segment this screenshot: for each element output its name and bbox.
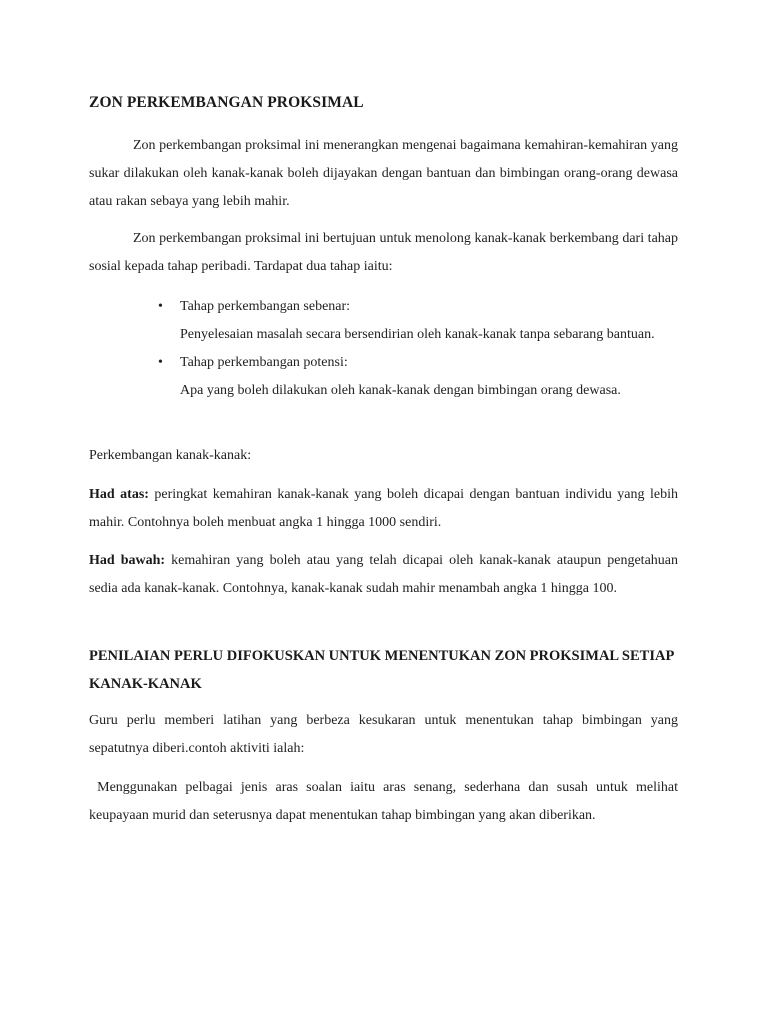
- paragraph-teacher: Guru perlu memberi latihan yang berbeza kesukaran untuk menentukan tahap bimbingan yang sepatutnya diberi.contoh aktiviti ialah:: [89, 713, 678, 756]
- list-item: [89, 293, 678, 349]
- paragraph-development: Perkembangan kanak-kanak:: [89, 448, 252, 463]
- list-item-text: Penyelesaian masalah secara bersendirian oleh kanak-kanak tanpa sebarang bantuan.: [180, 327, 655, 342]
- had-atas-label: Had atas:: [89, 487, 149, 502]
- bullet-icon: •: [158, 355, 163, 370]
- list-item: [89, 349, 678, 405]
- bullet-icon: •: [158, 299, 163, 314]
- paragraph-had-atas: [89, 481, 678, 537]
- list-item-heading: Tahap perkembangan sebenar:: [180, 299, 351, 314]
- list-item-heading: Tahap perkembangan potensi:: [180, 355, 348, 370]
- had-atas-text: peringkat kemahiran kanak-kanak yang boleh dicapai dengan bantuan individu yang lebih mahir. Contohnya boleh menbuat angka 1 hingga 1000 sendiri.: [89, 487, 678, 530]
- paragraph-had-bawah: [89, 547, 678, 603]
- section-heading: PENILAIAN PERLU DIFOKUSKAN UNTUK MENENTUKAN ZON PROKSIMAL SETIAP KANAK-KANAK: [89, 648, 674, 692]
- stage-list: [89, 293, 678, 405]
- had-bawah-label: Had bawah:: [89, 553, 166, 568]
- document-title: ZON PERKEMBANGAN PROKSIMAL: [89, 94, 364, 111]
- paragraph-activity: Menggunakan pelbagai jenis aras soalan iaitu aras senang, sederhana dan susah untuk melihat keupayaan murid dan seterusnya dapat menentukan tahap bimbingan yang akan diberikan.: [89, 780, 678, 823]
- paragraph-purpose: Zon perkembangan proksimal ini bertujuan untuk menolong kanak-kanak berkembang dari tahap sosial kepada tahap peribadi. Tardapat dua tahap iaitu:: [89, 231, 678, 274]
- paragraph-intro: Zon perkembangan proksimal ini menerangkan mengenai bagaimana kemahiran-kemahiran yang sukar dilakukan oleh kanak-kanak boleh dijayakan dengan bantuan dan bimbingan orang-orang dewasa atau rakan sebaya yang lebih mahir.: [89, 138, 678, 209]
- list-item-text: Apa yang boleh dilakukan oleh kanak-kanak dengan bimbingan orang dewasa.: [180, 383, 621, 398]
- had-bawah-text: kemahiran yang boleh atau yang telah dicapai oleh kanak-kanak ataupun pengetahuan sedia ada kanak-kanak. Contohnya, kanak-kanak sudah mahir menambah angka 1 hingga 100.: [89, 553, 678, 596]
